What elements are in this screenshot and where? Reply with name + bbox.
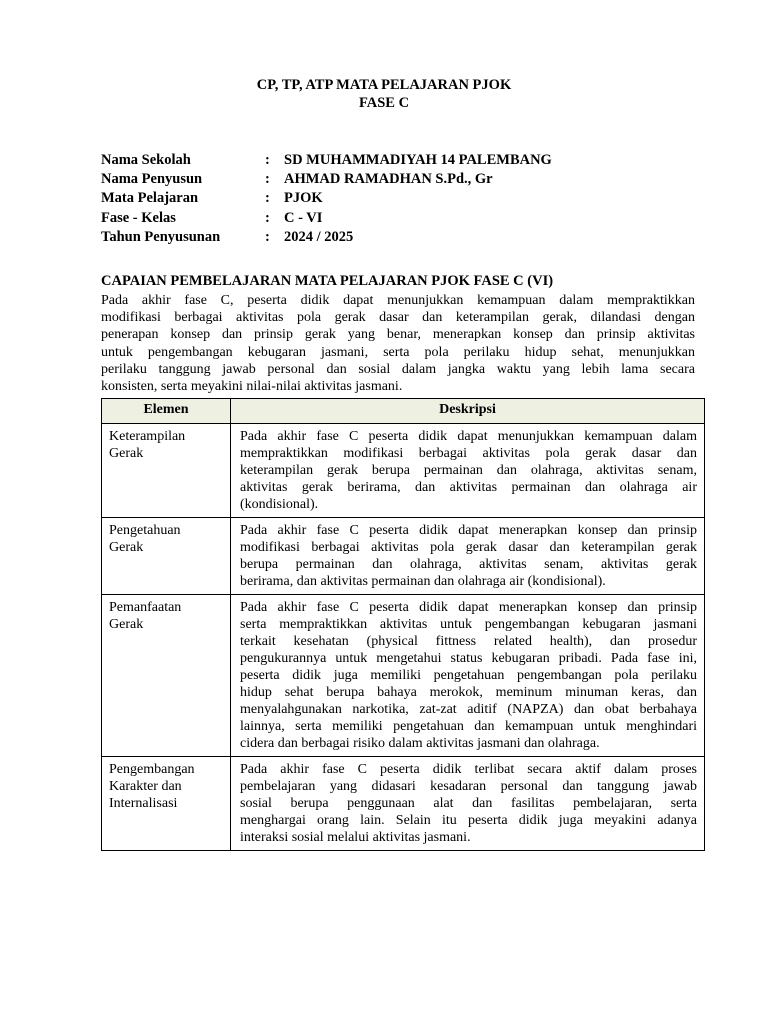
info-value: AHMAD RAMADHAN S.Pd., Gr bbox=[284, 171, 493, 188]
info-row-school bbox=[101, 151, 552, 170]
table-row bbox=[102, 595, 705, 757]
desc-line: Pada akhir fase C peserta didik terlibat secara aktif dalam proses bbox=[240, 762, 697, 777]
desc-line: interaksi sosial melalui aktivitas jasmani. bbox=[240, 830, 471, 845]
info-value: 2024 / 2025 bbox=[284, 228, 354, 245]
intro-line: untuk pengembangan kebugaran jasmani, serta pola perilaku hidup sehat, menunjukkan bbox=[101, 344, 695, 360]
elemen-line: Gerak bbox=[109, 540, 144, 555]
deskripsi-cell bbox=[231, 757, 705, 851]
desc-line: berupa permainan dan olahraga, aktivitas senam, aktivitas gerak bbox=[240, 557, 697, 572]
deskripsi-cell bbox=[231, 518, 705, 595]
intro-line: Pada akhir fase C, peserta didik dapat menunjukkan kemampuan dalam mempraktikkan bbox=[101, 293, 695, 308]
desc-line: aktivitas gerak berirama, dan aktivitas permainan dan olahraga air bbox=[240, 480, 697, 495]
intro-line: konsisten, serta meyakini nilai-nilai aktivitas jasmani. bbox=[101, 379, 403, 395]
table-header-row bbox=[102, 399, 705, 424]
header-deskripsi: Deskripsi bbox=[231, 399, 705, 424]
info-label: Nama Penyusun bbox=[101, 171, 203, 188]
school-info-block bbox=[101, 151, 552, 247]
info-colon: : bbox=[265, 190, 270, 207]
info-colon: : bbox=[265, 152, 270, 168]
elemen-line: Pemanfaatan bbox=[109, 600, 182, 615]
info-label: Tahun Penyusunan bbox=[101, 228, 221, 245]
elemen-line: Internalisasi bbox=[109, 796, 178, 811]
info-colon: : bbox=[265, 209, 270, 226]
section-heading: CAPAIAN PEMBELAJARAN MATA PELAJARAN PJOK FASE C (VI) bbox=[101, 273, 554, 289]
desc-line: Pada akhir fase C peserta didik dapat menunjukkan kemampuan dalam bbox=[240, 429, 697, 444]
desc-line: lainnya, serta memiliki pengetahuan dan kemampuan untuk menghindari bbox=[240, 719, 697, 734]
info-label: Mata Pelajaran bbox=[101, 190, 199, 207]
intro-paragraph bbox=[101, 292, 695, 395]
desc-line: hidup sehat berupa bahaya merokok, meminum minuman keras, dan bbox=[240, 685, 697, 700]
info-row-phase bbox=[101, 209, 552, 228]
deskripsi-cell bbox=[231, 424, 705, 518]
desc-line: menghargai orang lain. Selain itu peserta didik juga meyakini adanya bbox=[240, 813, 697, 828]
desc-line: sosial berupa penggunaan alat dan fasilitas pembelajaran, serta bbox=[240, 796, 697, 811]
desc-line: serta mempraktikkan aktivitas untuk pengembangan kebugaran jasmani bbox=[240, 617, 697, 632]
elemen-cell bbox=[102, 595, 231, 757]
desc-line: Pada akhir fase C peserta didik dapat menerapkan konsep dan prinsip bbox=[240, 523, 697, 538]
header-elemen: Elemen bbox=[102, 399, 231, 424]
desc-line: cidera dan berbagai risiko dalam aktivitas jasmani dan olahraga. bbox=[240, 736, 600, 751]
info-value: SD MUHAMMADIYAH 14 PALEMBANG bbox=[284, 152, 552, 168]
info-row-subject bbox=[101, 189, 552, 208]
elemen-line: Gerak bbox=[109, 446, 144, 461]
desc-line: pengukurannya untuk mengetahui status kebugaran pribadi. Pada fase ini, bbox=[240, 651, 697, 666]
elemen-line: Karakter dan bbox=[109, 779, 182, 794]
document-subtitle: FASE C bbox=[358, 95, 410, 111]
desc-line: keterampilan gerak berupa permainan dan olahraga, aktivitas senam, bbox=[240, 463, 697, 478]
info-colon: : bbox=[265, 171, 270, 188]
intro-line: penerapan konsep dan prinsip gerak yang benar, menerapkan konsep dan prinsip aktivitas bbox=[101, 327, 695, 343]
desc-line: mempraktikkan modifikasi berbagai aktivitas pola gerak dasar dan bbox=[240, 446, 697, 461]
info-value: C - VI bbox=[284, 209, 323, 226]
desc-line: pembelajaran yang didasari kesadaran personal dan tanggung jawab bbox=[240, 779, 697, 794]
desc-line: modifikasi berbagai aktivitas pola gerak dasar dan keterampilan gerak bbox=[240, 540, 697, 555]
table-row bbox=[102, 757, 705, 851]
deskripsi-cell bbox=[231, 595, 705, 757]
elemen-cell bbox=[102, 518, 231, 595]
info-row-year bbox=[101, 228, 552, 247]
info-label: Nama Sekolah bbox=[101, 152, 191, 168]
elemen-cell bbox=[102, 424, 231, 518]
info-label: Fase - Kelas bbox=[101, 209, 176, 226]
table-row bbox=[102, 518, 705, 595]
elemen-line: Pengembangan bbox=[109, 762, 195, 777]
intro-line: perilaku tanggung jawab personal dan sosial dalam jangka waktu yang lebih lama secara bbox=[101, 361, 695, 377]
desc-line: berirama, dan aktivitas permainan dan olahraga air (kondisional). bbox=[240, 574, 606, 589]
desc-line: menyalahgunakan narkotika, zat-zat aditif (NAPZA) dan obat berbahaya bbox=[240, 702, 697, 717]
intro-line: modifikasi berbagai aktivitas pola gerak dasar dan keterampilan gerak, dilandasi dengan bbox=[101, 310, 695, 326]
elemen-line: Gerak bbox=[109, 617, 144, 632]
desc-line: terkait kesehatan (physical fittness related health), dan prosedur bbox=[240, 634, 697, 649]
document-title: CP, TP, ATP MATA PELAJARAN PJOK bbox=[256, 77, 512, 93]
elemen-line: Keterampilan bbox=[109, 429, 186, 444]
elemen-cell bbox=[102, 757, 231, 851]
desc-line: (kondisional). bbox=[240, 497, 319, 512]
table-row bbox=[102, 424, 705, 518]
desc-line: peserta didik juga memiliki pengetahuan pengembangan pola perilaku bbox=[240, 668, 697, 683]
info-row-author bbox=[101, 170, 552, 189]
elemen-line: Pengetahuan bbox=[109, 523, 181, 538]
info-colon: : bbox=[265, 228, 270, 245]
info-value: PJOK bbox=[284, 190, 323, 207]
capaian-table bbox=[101, 398, 705, 851]
desc-line: Pada akhir fase C peserta didik dapat menerapkan konsep dan prinsip bbox=[240, 600, 697, 615]
